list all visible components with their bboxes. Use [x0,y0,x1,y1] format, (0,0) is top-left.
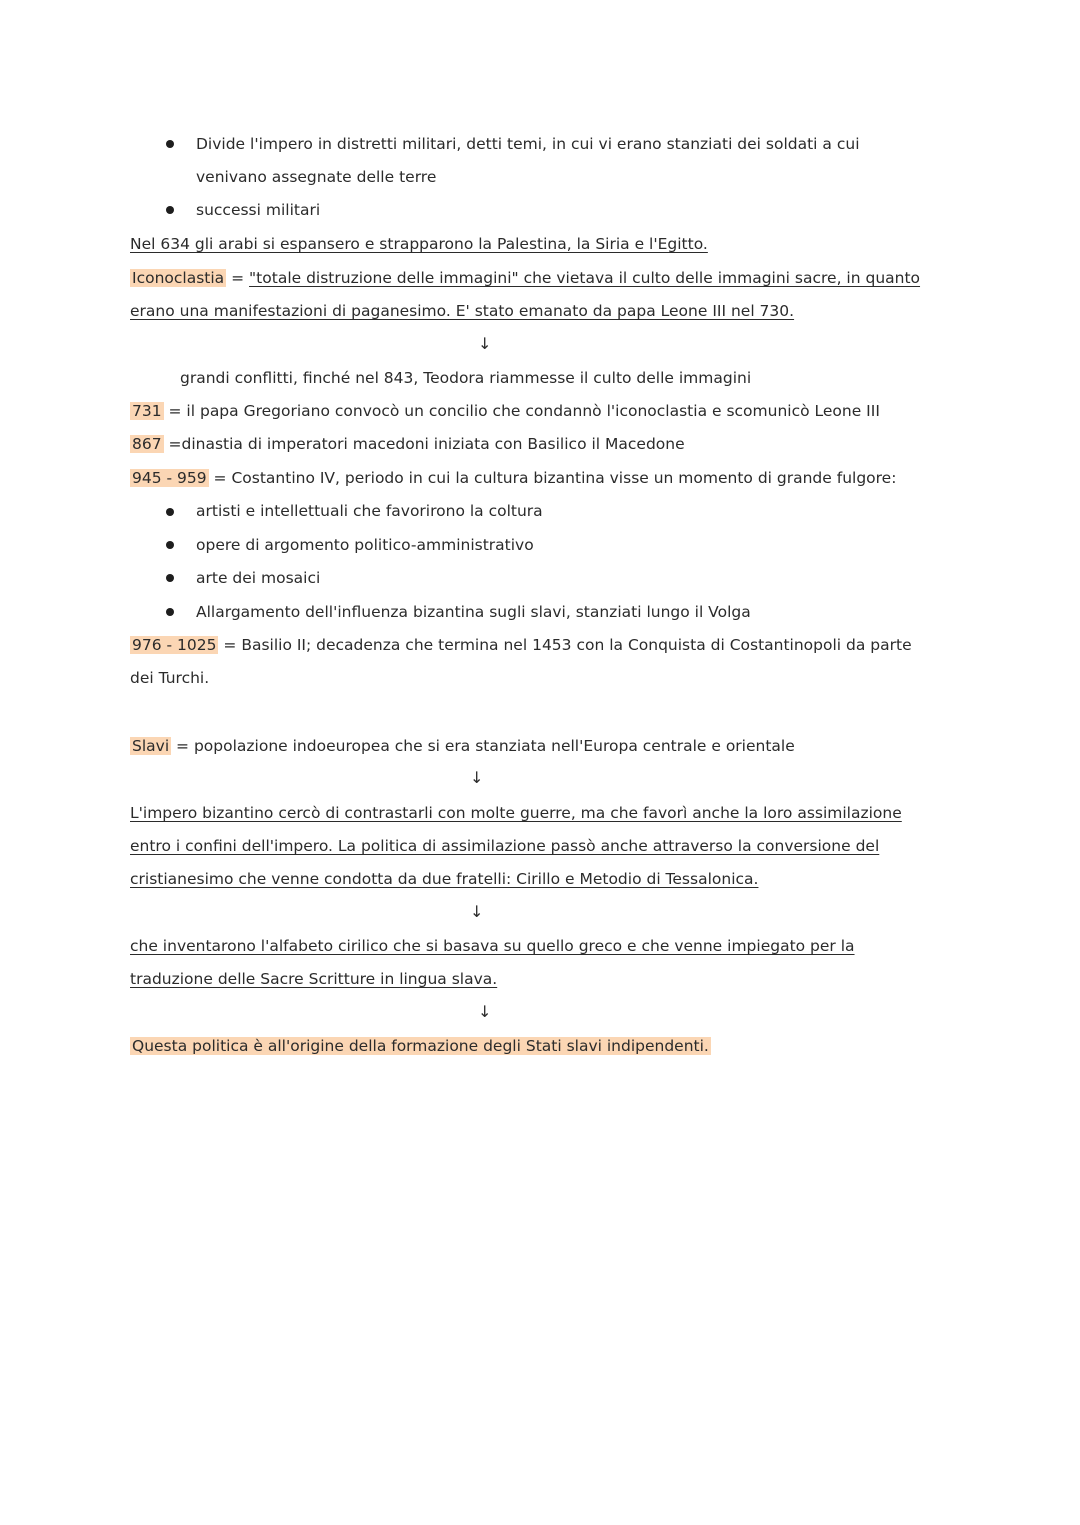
iconoclastia-line [130,267,920,289]
bullet-dot [166,206,174,214]
event-867 [130,433,685,455]
event-text: =dinastia di imperatori macedoni iniziata con Basilico il Macedone [163,435,685,453]
iconoclastia-term: Iconoclastia [132,269,225,287]
slavi-def: = popolazione indoeuropea che si era stanziata nell'Europa centrale e orientale [171,737,795,755]
bullet-dot [166,140,174,148]
impero-par-2: entro i confini dell'impero. La politica di assimilazione passò anche attraverso la conversione del [130,837,880,855]
conclusione-line [130,1035,711,1057]
bullet-dot [166,508,174,516]
event-date: 945 - 959 [132,469,207,487]
impero-par-3: cristianesimo che venne condotta da due fratelli: Cirillo e Metodio di Tessalonica. [130,870,759,888]
bullet-mosaici: arte dei mosaici [196,569,321,587]
event-date: 976 - 1025 [132,636,217,654]
equals-sign: = [231,269,245,287]
bullet-successi: successi militari [196,201,321,219]
bullet-dot [166,608,174,616]
down-arrow-icon: ↓ [478,334,492,353]
event-976-cont: dei Turchi. [130,669,210,687]
event-text: = Basilio II; decadenza che termina nel 1453 con la Conquista di Costantinopoli da parte [218,636,912,654]
down-arrow-icon: ↓ [470,902,484,921]
bullet-dot [166,541,174,549]
iconoclastia-def-cont: erano una manifestazioni di paganesimo. E' stato emanato da papa Leone III nel 730. [130,302,795,320]
event-text: = Costantino IV, periodo in cui la cultura bizantina visse un momento di grande fulgore: [208,469,897,487]
event-date: 867 [132,435,162,453]
bullet-artisti: artisti e intellettuali che favorirono la coltura [196,502,543,520]
conflitti-line: grandi conflitti, finché nel 843, Teodora riammesse il culto delle immagini [180,369,752,387]
slavi-line [130,735,795,757]
slavi-term: Slavi [132,737,170,755]
event-945 [130,467,896,489]
bullet-opere: opere di argomento politico-amministrativo [196,536,534,554]
bullet-dot [166,574,174,582]
event-date: 731 [132,402,162,420]
bullet-temi: Divide l'impero in distretti militari, detti temi, in cui vi erano stanziati dei soldati a cui [196,135,860,153]
event-731 [130,400,880,422]
down-arrow-icon: ↓ [470,768,484,787]
bullet-temi-cont: venivano assegnate delle terre [196,168,437,186]
iconoclastia-def: "totale distruzione delle immagini" che vietava il culto delle immagini sacre, in quanto [249,269,921,287]
cirillico-par-1: che inventarono l'alfabeto cirilico che si basava su quello greco e che venne impiegato per la [130,937,855,955]
conclusione-text: Questa politica è all'origine della formazione degli Stati slavi indipendenti. [132,1037,709,1055]
bullet-slavi-volga: Allargamento dell'influenza bizantina sugli slavi, stanziati lungo il Volga [196,603,751,621]
arabi-line: Nel 634 gli arabi si espansero e strapparono la Palestina, la Siria e l'Egitto. [130,235,708,253]
event-976 [130,634,912,656]
cirillico-par-2: traduzione delle Sacre Scritture in lingua slava. [130,970,498,988]
event-text: = il papa Gregoriano convocò un concilio che condannò l'iconoclastia e scomunicò Leone III [163,402,880,420]
down-arrow-icon: ↓ [478,1002,492,1021]
impero-par-1: L'impero bizantino cercò di contrastarli con molte guerre, ma che favorì anche la loro assimilazione [130,804,902,822]
